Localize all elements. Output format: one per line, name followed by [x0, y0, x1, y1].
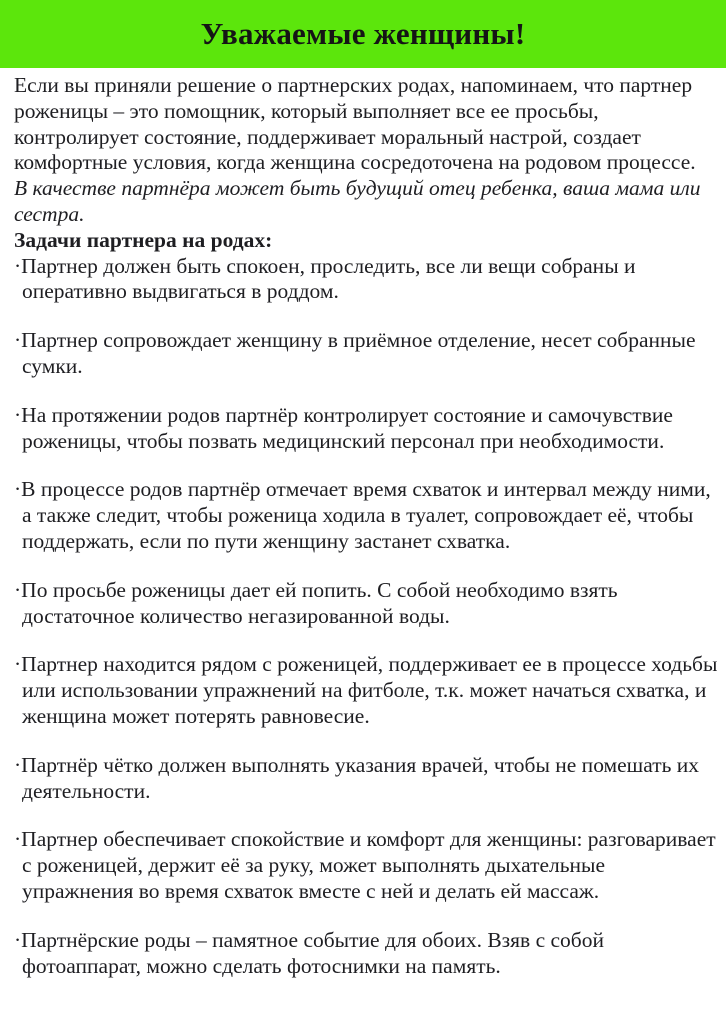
spacer	[14, 905, 718, 928]
bullet-marker-icon: ·	[14, 402, 22, 427]
spacer	[14, 555, 718, 578]
intro-paragraph: Если вы приняли решение о партнерских родах, напоминаем, что партнер роженицы – это помощник, который выполняет все ее просьбы, контролирует состояние, поддерживает моральный настрой, создает комфортные условия, когда женщина сосредоточена на родовом процессе.	[14, 73, 696, 175]
document-body	[0, 68, 726, 979]
bullet-marker-icon: ·	[14, 752, 22, 777]
spacer	[14, 380, 718, 403]
list-item-text: Партнер обеспечивает спокойствие и комфорт для женщины: разговаривает с роженицей, держит её за руку, может выполнять дыхательные упражнения во время схваток вместе с ней и делать ей массаж.	[21, 827, 716, 903]
partner-eligibility-note: В качестве партнёра может быть будущий отец ребенка, ваша мама или сестра.	[14, 176, 701, 226]
bullet-marker-icon: ·	[14, 927, 22, 952]
spacer	[14, 454, 718, 477]
header-banner	[0, 0, 726, 68]
bullet-marker-icon: ·	[14, 328, 22, 353]
list-item-text: Партнер находится рядом с роженицей, поддерживает ее в процессе ходьбы или использовании упражнений на фитболе, т.к. может начаться схватка, и женщина может потерять равновесие.	[21, 652, 718, 728]
list-item-text: По просьбе роженицы дает ей попить. С собой необходимо взять достаточное количество негазированной воды.	[21, 577, 618, 628]
list-item	[14, 328, 718, 380]
spacer	[14, 629, 718, 652]
page-title: Уважаемые женщины!	[200, 15, 526, 51]
bullet-marker-icon: ·	[14, 577, 22, 602]
list-item-text: В процессе родов партнёр отмечает время схваток и интервал между ними, а также следит, чтобы роженица ходила в туалет, сопровождает её, чтобы поддержать, если по пути женщину застанет схватка.	[21, 477, 711, 553]
list-item	[14, 578, 718, 630]
list-item	[14, 827, 718, 904]
list-item	[14, 254, 718, 306]
list-item-text: Партнер должен быть спокоен, проследить, все ли вещи собраны и оперативно выдвигаться в роддом.	[21, 253, 636, 304]
list-item-text: Партнёр чётко должен выполнять указания врачей, чтобы не помешать их деятельности.	[21, 752, 700, 803]
list-item	[14, 753, 718, 805]
list-item	[14, 652, 718, 729]
bullet-marker-icon: ·	[14, 827, 22, 852]
spacer	[14, 730, 718, 753]
spacer	[14, 804, 718, 827]
list-item	[14, 403, 718, 455]
list-item	[14, 477, 718, 554]
list-item-text: На протяжении родов партнёр контролирует состояние и самочувствие роженицы, чтобы позвать медицинский персонал при необходимости.	[21, 402, 673, 453]
bullet-marker-icon: ·	[14, 477, 22, 502]
spacer	[14, 305, 718, 328]
bullet-marker-icon: ·	[14, 253, 22, 278]
bullet-marker-icon: ·	[14, 652, 22, 677]
list-item	[14, 928, 718, 980]
list-item-text: Партнёрские роды – памятное событие для обоих. Взяв с собой фотоаппарат, можно сделать фотоснимки на память.	[21, 927, 604, 978]
list-item-text: Партнер сопровождает женщину в приёмное отделение, несет собранные сумки.	[21, 328, 696, 378]
section-heading: Задачи партнера на родах:	[14, 227, 273, 252]
